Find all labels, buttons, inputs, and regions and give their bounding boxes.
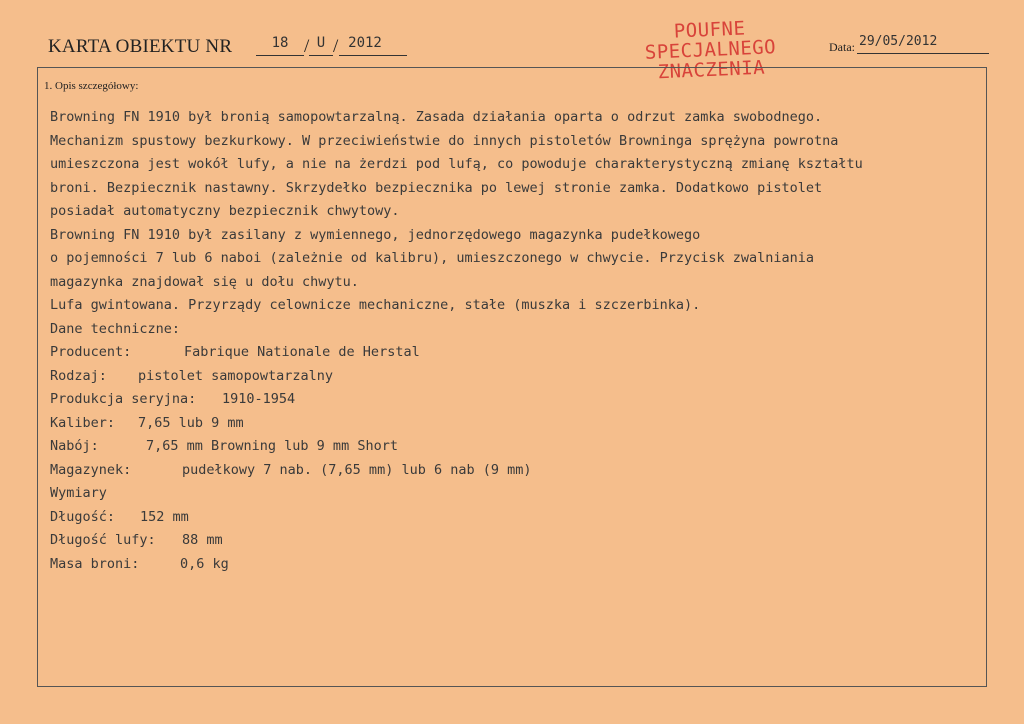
spec-label: Nabój:: [50, 438, 99, 454]
card-number-part2: U: [316, 35, 326, 51]
stamp-line: POUFNE: [673, 17, 746, 43]
spec-value: 7,65 lub 9 mm: [138, 414, 244, 431]
spec-row-type: [50, 365, 980, 389]
spec-row-weight: [50, 553, 980, 577]
spec-label: Produkcja seryjna:: [50, 391, 197, 407]
spec-row-barrel-length: [50, 529, 980, 553]
card-number-separator: /: [333, 36, 339, 57]
card-number-underline: [256, 55, 304, 56]
spec-label: Rodzaj:: [50, 367, 107, 384]
card-number-separator: /: [304, 36, 310, 57]
card-number-underline: [309, 55, 333, 56]
spec-value: Fabrique Nationale de Herstal: [184, 344, 420, 360]
spec-value: 7,65 mm Browning lub 9 mm Short: [146, 438, 398, 454]
spec-label: Długość:: [50, 508, 116, 525]
specs-heading: Dane techniczne:: [50, 320, 181, 337]
spec-label: Masa broni:: [50, 555, 140, 572]
spec-row-cartridge: [50, 435, 980, 459]
description-line: magazynka znajdował się u dołu chwytu.: [50, 273, 359, 290]
spec-value: 88 mm: [182, 532, 223, 548]
spec-row-producer: [50, 341, 980, 365]
spec-value: 152 mm: [140, 508, 189, 525]
stamp-line: SPECJALNEGO: [644, 36, 777, 64]
card-title: KARTA OBIEKTU NR: [48, 36, 233, 57]
spec-label: Wymiary: [50, 485, 107, 501]
spec-row-dimensions: [50, 482, 980, 506]
description-line: Browning FN 1910 był bronią samopowtarzalną. Zasada działania oparta o odrzut zamka swobodnego.: [50, 109, 823, 125]
spec-value: pudełkowy 7 nab. (7,65 mm) lub 6 nab (9 mm): [182, 461, 532, 478]
description-line: Mechanizm spustowy bezkurkowy. W przeciwieństwie do innych pistoletów Browninga sprężyna powrotna: [50, 132, 839, 149]
spec-value: 1910-1954: [222, 391, 296, 407]
description-line: umieszczona jest wokół lufy, a nie na żerdzi pod lufą, co powoduje charakterystyczną zmianę kształtu: [50, 156, 863, 172]
spec-row-production: [50, 388, 980, 412]
card-number-part3: 2012: [348, 35, 382, 51]
date-underline: [857, 53, 989, 54]
description-line: broni. Bezpiecznik nastawny. Skrzydełko bezpiecznika po lewej stronie zamka. Dodatkowo pistolet: [50, 179, 823, 196]
spec-label: Kaliber:: [50, 414, 116, 431]
spec-value: 0,6 kg: [180, 555, 229, 572]
card-number-part1: 18: [271, 35, 289, 51]
date-value: 29/05/2012: [859, 34, 938, 49]
description-line: posiadał automatyczny bezpiecznik chwytowy.: [50, 203, 400, 219]
spec-label: Długość lufy:: [50, 532, 156, 548]
spec-row-caliber: [50, 412, 980, 436]
description-line: o pojemności 7 lub 6 naboi (zależnie od kalibru), umieszczonego w chwycie. Przycisk zwalniania: [50, 250, 815, 266]
section-label: 1. Opis szczegółowy:: [44, 80, 139, 92]
date-label: Data:: [829, 40, 855, 54]
card-number-underline: [339, 55, 407, 56]
spec-row-magazine: [50, 459, 980, 483]
spec-row-length: [50, 506, 980, 530]
spec-value: pistolet samopowtarzalny: [138, 367, 334, 384]
stamp-line: ZNACZENIA: [657, 56, 766, 84]
description-body: [50, 106, 980, 576]
spec-label: Producent:: [50, 344, 132, 360]
description-line: Browning FN 1910 był zasilany z wymiennego, jednorzędowego magazynka pudełkowego: [50, 226, 701, 243]
spec-label: Magazynek:: [50, 461, 132, 478]
description-line: Lufa gwintowana. Przyrządy celownicze mechaniczne, stałe (muszka i szczerbinka).: [50, 297, 701, 313]
